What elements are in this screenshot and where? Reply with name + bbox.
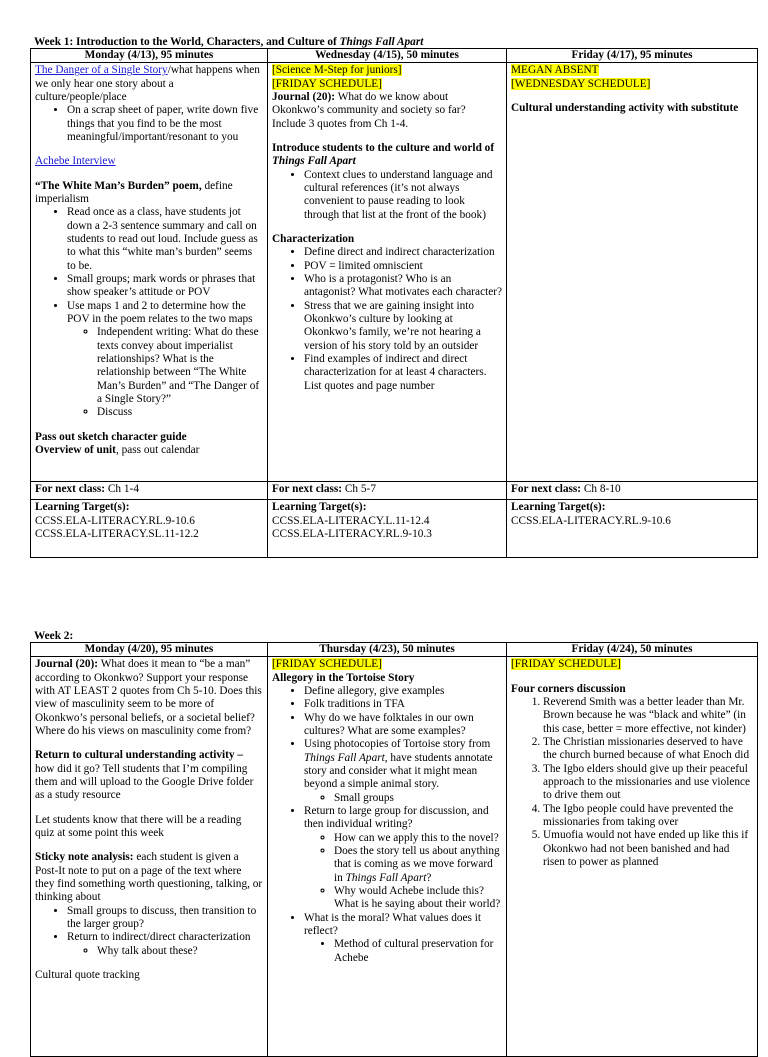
list-item: • Folk traditions in TFA	[304, 698, 502, 711]
next-class: For next class: Ch 5-7	[268, 482, 507, 500]
list-item: • Using photocopies of Tortoise story from Things Fall Apart, have students annotate story and consider what it might mean beyond a simple animal story. ◦ Small groups	[304, 738, 502, 805]
week2-header-monday: Monday (4/20), 95 minutes	[31, 643, 268, 657]
list-item: 3. The Igbo elders should give up their peaceful approach to the missionaries and use violence to drive them out	[543, 763, 753, 803]
list-item: • Return to indirect/direct characterization ◦ Why talk about these?	[67, 931, 263, 958]
week2-title: Week 2:	[34, 630, 74, 642]
status-badge: [Science M-Step for juniors]	[272, 64, 402, 77]
week1-table	[30, 48, 758, 558]
week1-friday-cell: MEGAN ABSENT [WEDNESDAY SCHEDULE] Cultural understanding activity with substitute	[507, 63, 758, 482]
list-item: 4. The Igbo people could have prevented the missionaries from taking over	[543, 803, 753, 830]
week2-header-friday: Friday (4/24), 50 minutes	[507, 643, 758, 657]
section-heading: Allegory in the Tortoise Story	[272, 671, 415, 684]
list-item: • Small groups to discuss, then transition to the larger group?	[67, 905, 263, 932]
learning-targets: Learning Target(s): CCSS.ELA-LITERACY.L.11-12.4 CCSS.ELA-LITERACY.RL.9-10.3	[268, 500, 507, 558]
next-class: For next class: Ch 1-4	[31, 482, 268, 500]
status-badge: [WEDNESDAY SCHEDULE]	[511, 77, 651, 90]
week1-header-friday: Friday (4/17), 95 minutes	[507, 49, 758, 63]
week1-monday-cell: The Danger of a Single Story/what happens when we only hear one story about a culture/people/place • On a scrap sheet of paper, write down five things that you find to be the most meaningful/important/resonant to you Achebe Interview “The White Man’s Burden” poem, define imperialism • Read once as a class, have students jot down a 2-3 sentence summary and call on students to read out loud. Include guess as to what this “white man’s burden” seems to be. • Small groups; mark words or phrases that show speaker’s attitude or POV • Use maps 1 and 2 to determine how the POV in the poem relates to the two maps ◦ Independent writing: What do these texts convey about imperialist relationships? What is the relationship between “The White Man’s Burden” and “The Danger of a Single Story?” ◦ Discuss Pass out sketch character guide Overview of unit, pass out calendar	[31, 63, 268, 482]
list-item: • Context clues to understand language and cultural references (it’s not always convenient to pause reading to look through that list at the front of the book)	[304, 169, 502, 222]
list-item: 2. The Christian missionaries deserved to have the church burned because of what Enoch did	[543, 736, 753, 763]
status-badge: [FRIDAY SCHEDULE]	[272, 77, 382, 90]
section-heading: Characterization	[272, 232, 355, 245]
list-item: • Read once as a class, have students jot down a 2-3 sentence summary and call on students to read out loud. Include guess as to what this “white man’s burden” seems to be.	[67, 206, 263, 273]
list-item: • Define direct and indirect characterization	[304, 246, 502, 259]
status-badge: MEGAN ABSENT	[511, 64, 599, 77]
status-badge: [FRIDAY SCHEDULE]	[511, 658, 621, 671]
list-item: • POV = limited omniscient	[304, 260, 502, 273]
list-item: 1. Reverend Smith was a better leader than Mr. Brown because he was “black and white” (in this case, better = more effective, not kinder)	[543, 696, 753, 736]
list-item: • On a scrap sheet of paper, write down five things that you find to be the most meaningful/important/resonant to you	[67, 104, 263, 144]
danger-single-story-link[interactable]: The Danger of a Single Story	[35, 64, 168, 77]
list-item: 5. Umuofia would not have ended up like this if Okonkwo had not been banished and had risen to power as planned	[543, 829, 753, 869]
next-class: For next class: Ch 8-10	[507, 482, 758, 500]
week1-wednesday-cell: [Science M-Step for juniors] [FRIDAY SCHEDULE] Journal (20): What do we know about Okonkwo’s community and society so far? Include 3 quotes from Ch 1-4. Introduce students to the culture and world of Things Fall Apart • Context clues to understand language and cultural references (it’s not always convenient to pause reading to look through that list at the front of the book) Characterization • Define direct and indirect characterization • POV = limited omniscient • Who is a protagonist? Who is an antagonist? What motivates each character? • Stress that we are gaining insight into Okonkwo’s culture by looking at Okonkwo’s family, we’re not hearing a version of his story told by an outsider • Find examples of indirect and direct characterization for at least 4 characters. List quotes and page number	[268, 63, 507, 482]
list-item: ◦ Discuss	[97, 406, 263, 419]
week2-monday-cell: Journal (20): What does it mean to “be a man” according to Okonkwo? Support your response with AT LEAST 2 quotes from Ch 5-10. Does this view of masculinity seem to be more of Okonkwo’s personal beliefs, or a societal belief? Where do his views on masculinity come from? Return to cultural understanding activity – how did it go? Tell students that I’m compiling them and will upload to the Google Drive folder as a study resource Let students know that there will be a reading quiz at some point this week Sticky note analysis: each student is given a Post-It note to put on a page of the text where they find something worth questioning, talking, or thinking about • Small groups to discuss, then transition to the larger group? • Return to indirect/direct characterization ◦ Why talk about these? Cultural quote tracking	[31, 657, 268, 1057]
week2-thursday-cell	[268, 657, 507, 1057]
week2-table	[30, 642, 758, 1057]
list-item: • Find examples of indirect and direct characterization for at least 4 characters. List quotes and page number	[304, 353, 502, 393]
list-item: • Method of cultural preservation for Achebe	[334, 938, 502, 965]
list-item: • Stress that we are gaining insight into Okonkwo’s culture by looking at Okonkwo’s family, we’re not hearing a version of his story told by an outsider	[304, 300, 502, 353]
list-item: • Why do we have folktales in our own cultures? What are some examples?	[304, 712, 502, 739]
achebe-interview-link[interactable]: Achebe Interview	[35, 155, 116, 168]
list-item: ◦ How can we apply this to the novel?	[334, 832, 502, 845]
list-item: • Small groups; mark words or phrases that show speaker’s attitude or POV	[67, 273, 263, 300]
list-item: ◦ Small groups	[334, 792, 502, 805]
list-item: • What is the moral? What values does it reflect? • Method of cultural preservation for Achebe	[304, 912, 502, 965]
week1-header-monday: Monday (4/13), 95 minutes	[31, 49, 268, 63]
list-item: • Define allegory, give examples	[304, 685, 502, 698]
list-item: • Use maps 1 and 2 to determine how the POV in the poem relates to the two maps ◦ Independent writing: What do these texts convey about imperialist relationships? What is the relationship between “The White Man’s Burden” and “The Danger of a Single Story?” ◦ Discuss	[67, 300, 263, 420]
week2-friday-cell	[507, 657, 758, 1057]
list-item: ◦ Independent writing: What do these texts convey about imperialist relationships? What is the relationship between “The White Man’s Burden” and “The Danger of a Single Story?”	[97, 326, 263, 406]
week1-title: Week 1: Introduction to the World, Characters, and Culture of Things Fall Apart	[34, 36, 424, 48]
list-item: • Who is a protagonist? Who is an antagonist? What motivates each character?	[304, 273, 502, 300]
week1-header-wednesday: Wednesday (4/15), 50 minutes	[268, 49, 507, 63]
week2-header-thursday: Thursday (4/23), 50 minutes	[268, 643, 507, 657]
list-item: ◦ Why would Achebe include this? What is he saying about their world?	[334, 885, 502, 912]
list-item: ◦ Why talk about these?	[97, 945, 263, 958]
status-badge: [FRIDAY SCHEDULE]	[272, 658, 382, 671]
learning-targets: Learning Target(s): CCSS.ELA-LITERACY.RL.9-10.6 CCSS.ELA-LITERACY.SL.11-12.2	[31, 500, 268, 558]
section-heading: Four corners discussion	[511, 682, 626, 695]
list-item: ◦ Does the story tell us about anything that is coming as we move forward in Things Fall Apart?	[334, 845, 502, 885]
pass-out-guide: Pass out sketch character guide	[35, 430, 187, 443]
list-item: • Return to large group for discussion, and then individual writing? ◦ How can we apply this to the novel? ◦ Does the story tell us about anything that is coming as we move forward in Things Fall Apart? ◦ Why would Achebe include this? What is he saying about their world?	[304, 805, 502, 912]
learning-targets: Learning Target(s): CCSS.ELA-LITERACY.RL.9-10.6	[507, 500, 758, 558]
